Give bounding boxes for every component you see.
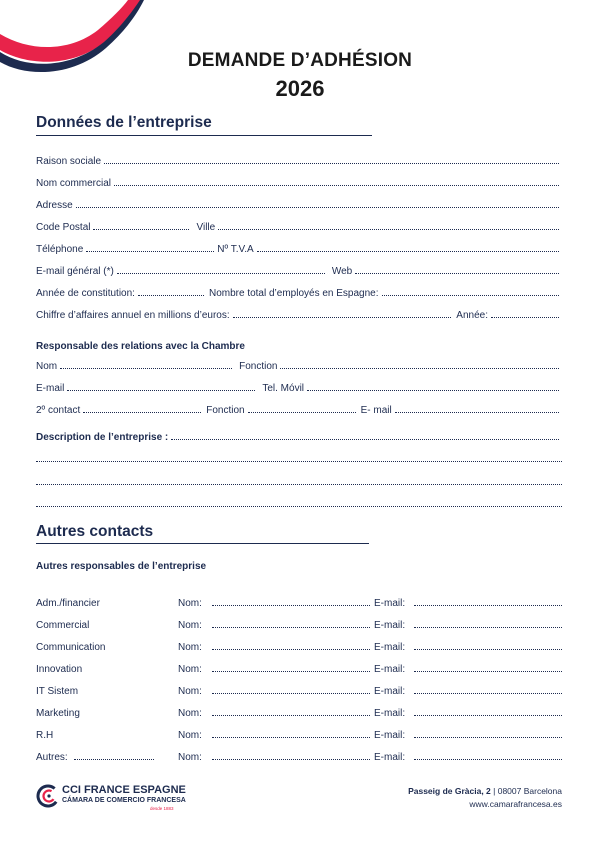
- address-street: Passeig de Gràcia, 2: [408, 786, 491, 796]
- footer-address: [408, 786, 562, 796]
- field-label: Ville: [196, 222, 216, 233]
- fill-line[interactable]: [93, 229, 189, 230]
- fill-line[interactable]: [60, 368, 232, 369]
- contact-row[interactable]: [36, 683, 562, 697]
- department-label: Adm./financier: [36, 598, 100, 609]
- field-label: Nom: [36, 361, 58, 372]
- org-subtitle: CÁMARA DE COMERCIO FRANCESA: [62, 797, 186, 804]
- fill-line[interactable]: [355, 273, 559, 274]
- contact-row[interactable]: [36, 595, 562, 609]
- email-label: E-mail:: [374, 598, 406, 609]
- org-since: desde 1883: [150, 806, 174, 811]
- email-fill-line[interactable]: [414, 715, 562, 716]
- department-label: IT Sistem: [36, 686, 79, 697]
- email-fill-line[interactable]: [414, 649, 562, 650]
- field-email-web[interactable]: [36, 263, 562, 277]
- email-label: E-mail:: [374, 664, 406, 675]
- fill-line[interactable]: [86, 251, 214, 252]
- field-label: E-mail: [36, 383, 65, 394]
- fill-line[interactable]: [382, 295, 559, 296]
- nom-fill-line[interactable]: [212, 715, 370, 716]
- field-telephone-tva[interactable]: [36, 241, 562, 255]
- fill-line[interactable]: [218, 229, 559, 230]
- fill-line[interactable]: [280, 368, 559, 369]
- fill-line[interactable]: [114, 185, 559, 186]
- department-label: Autres:: [36, 752, 68, 763]
- nom-fill-line[interactable]: [212, 671, 370, 672]
- fill-line[interactable]: [307, 390, 559, 391]
- nom-label: Nom:: [178, 664, 202, 675]
- contact-row[interactable]: [36, 617, 562, 631]
- form-title: DEMANDE D’ADHÉSION: [187, 50, 413, 71]
- contact-row[interactable]: [36, 705, 562, 719]
- fill-line[interactable]: [138, 295, 204, 296]
- email-fill-line[interactable]: [414, 737, 562, 738]
- nom-fill-line[interactable]: [212, 759, 370, 760]
- email-label: E-mail:: [374, 620, 406, 631]
- email-fill-line[interactable]: [414, 759, 562, 760]
- section-heading-contacts: Autres contacts: [36, 523, 154, 540]
- field-email-mobile[interactable]: [36, 380, 562, 394]
- field-label: Téléphone: [36, 244, 84, 255]
- org-name: CCI FRANCE ESPAGNE: [62, 784, 186, 796]
- section-divider: [36, 135, 372, 136]
- department-label: Innovation: [36, 664, 83, 675]
- field-label: Année de constitution:: [36, 288, 135, 299]
- nom-fill-line[interactable]: [212, 649, 370, 650]
- fill-line[interactable]: [395, 412, 559, 413]
- department-label: Marketing: [36, 708, 80, 719]
- field-nom-commercial[interactable]: [36, 175, 562, 189]
- field-label: Fonction: [206, 405, 245, 416]
- nom-fill-line[interactable]: [212, 605, 370, 606]
- contact-row[interactable]: [36, 639, 562, 653]
- field-nom-fonction[interactable]: [36, 358, 562, 372]
- field-raison-sociale[interactable]: [36, 153, 562, 167]
- email-label: E-mail:: [374, 752, 406, 763]
- form-year: 2026: [275, 76, 325, 101]
- email-label: E-mail:: [374, 686, 406, 697]
- field-second-contact[interactable]: [36, 402, 562, 416]
- footer-website[interactable]: www.camarafrancesa.es: [469, 799, 562, 809]
- contact-row[interactable]: [36, 749, 562, 763]
- field-label: Description de l’entreprise :: [36, 432, 169, 443]
- email-fill-line[interactable]: [414, 627, 562, 628]
- nom-fill-line[interactable]: [212, 737, 370, 738]
- fill-line[interactable]: [76, 207, 559, 208]
- fill-line[interactable]: [257, 251, 559, 252]
- nom-fill-line[interactable]: [212, 627, 370, 628]
- nom-label: Nom:: [178, 620, 202, 631]
- department-label: Commercial: [36, 620, 90, 631]
- section-heading-company: Données de l’entreprise: [36, 114, 212, 131]
- field-label: Nom commercial: [36, 178, 112, 189]
- autres-fill-line[interactable]: [74, 759, 154, 760]
- nom-label: Nom:: [178, 598, 202, 609]
- nom-label: Nom:: [178, 730, 202, 741]
- subheading-autres-responsables: Autres responsables de l’entreprise: [36, 561, 207, 572]
- field-label: Nombre total d’employés en Espagne:: [208, 288, 379, 299]
- field-label: Chiffre d’affaires annuel en millions d’euros:: [36, 310, 230, 321]
- description-line[interactable]: [36, 461, 562, 462]
- department-label: R.H: [36, 730, 54, 741]
- field-code-postal-ville[interactable]: [36, 219, 562, 233]
- fill-line[interactable]: [248, 412, 356, 413]
- email-fill-line[interactable]: [414, 605, 562, 606]
- fill-line[interactable]: [67, 390, 255, 391]
- field-chiffre-affaires[interactable]: [36, 307, 562, 321]
- department-label: Communication: [36, 642, 106, 653]
- nom-label: Nom:: [178, 752, 202, 763]
- nom-label: Nom:: [178, 708, 202, 719]
- field-label: Année:: [456, 310, 488, 321]
- field-label: Nº T.V.A: [217, 244, 254, 255]
- contact-row[interactable]: [36, 727, 562, 741]
- field-label: Raison sociale: [36, 156, 102, 167]
- field-label: 2º contact: [36, 405, 81, 416]
- address-city: | 08007 Barcelona: [490, 786, 562, 796]
- description-line[interactable]: [36, 484, 562, 485]
- fill-line[interactable]: [233, 317, 452, 318]
- field-label: E-mail général (*): [36, 266, 114, 277]
- contact-row[interactable]: [36, 661, 562, 675]
- email-label: E-mail:: [374, 642, 406, 653]
- field-label: Code Postal: [36, 222, 91, 233]
- field-label: E- mail: [360, 405, 392, 416]
- fill-line[interactable]: [83, 412, 201, 413]
- cci-logo-icon: [36, 783, 60, 809]
- fill-line[interactable]: [171, 439, 559, 440]
- nom-fill-line[interactable]: [212, 693, 370, 694]
- email-fill-line[interactable]: [414, 693, 562, 694]
- field-label: Fonction: [239, 361, 278, 372]
- field-label: Adresse: [36, 200, 73, 211]
- email-fill-line[interactable]: [414, 671, 562, 672]
- email-label: E-mail:: [374, 730, 406, 741]
- fill-line[interactable]: [491, 317, 559, 318]
- email-label: E-mail:: [374, 708, 406, 719]
- section-divider: [36, 543, 369, 544]
- field-description[interactable]: [36, 429, 562, 443]
- fill-line[interactable]: [117, 273, 325, 274]
- fill-line[interactable]: [104, 163, 559, 164]
- field-label: Web: [331, 266, 353, 277]
- field-label: Tel. Móvil: [262, 383, 305, 394]
- description-line[interactable]: [36, 506, 562, 507]
- field-adresse[interactable]: [36, 197, 562, 211]
- nom-label: Nom:: [178, 686, 202, 697]
- nom-label: Nom:: [178, 642, 202, 653]
- subheading-responsable: Responsable des relations avec la Chambre: [36, 341, 245, 352]
- field-constitution-employes[interactable]: [36, 285, 562, 299]
